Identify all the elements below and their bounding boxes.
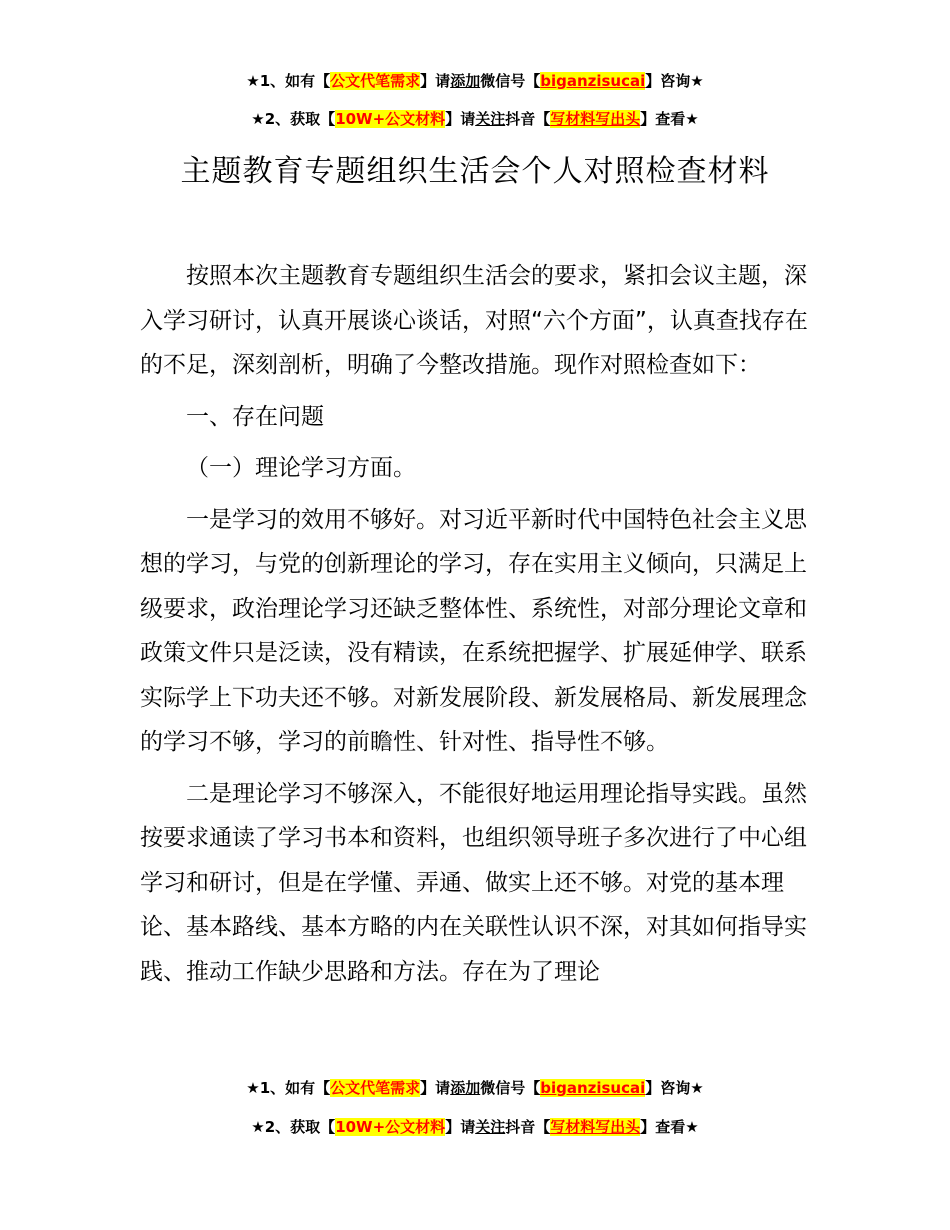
banner-suffix: 】查看★ (640, 1118, 699, 1136)
document-body (140, 254, 812, 994)
banner-text: 】请 (445, 1118, 476, 1136)
banner-suffix: 】查看★ (640, 110, 699, 128)
banner-suffix: 】咨询★ (645, 1079, 704, 1097)
banner-emphasis: 添加 (450, 1079, 481, 1097)
document-title: 主题教育专题组织生活会个人对照检查材料 (180, 154, 770, 189)
banner-prefix: ★2、获取【 (251, 1118, 336, 1136)
top-banner-line-1 (0, 70, 950, 91)
banner-text: 】请 (445, 110, 476, 128)
banner-prefix: ★2、获取【 (251, 110, 336, 128)
top-banner-line-2 (0, 108, 950, 129)
banner-text: 抖音【 (505, 110, 551, 128)
banner-text: 】请 (420, 1079, 451, 1097)
bottom-banner-line-1 (0, 1077, 950, 1098)
banner-douyin-id: 写材料写出头 (550, 1118, 641, 1136)
paragraph-point-1: 一是学习的效用不够好。对习近平新时代中国特色社会主义思想的学习，与党的创新理论的学习，存在实用主义倾向，只满足上级要求，政治理论学习还缺乏整体性、系统性，对部分理论文章和政策文件只是泛读，没有精读，在系统把握学、扩展延伸学、联系实际学上下功夫还不够。对新发展阶段、新发展格局、新发展理念的学习不够，学习的前瞻性、针对性、指导性不够。 (140, 506, 807, 755)
banner-suffix: 】咨询★ (645, 72, 704, 90)
banner-highlight: 10W+公文材料 (335, 110, 446, 128)
subsection-heading: （一）理论学习方面。 (186, 455, 416, 481)
paragraph-intro: 按照本次主题教育专题组织生活会的要求，紧扣会议主题，深入学习研讨，认真开展谈心谈话，对照“六个方面”，认真查找存在的不足，深刻剖析，明确了今整改措施。现作对照检查如下： (140, 263, 808, 378)
banner-douyin-id: 写材料写出头 (550, 110, 641, 128)
bottom-banner-line-2 (0, 1116, 950, 1137)
banner-prefix: ★1、如有【 (246, 1079, 331, 1097)
banner-emphasis: 关注 (475, 1118, 506, 1136)
banner-highlight: 10W+公文材料 (335, 1118, 446, 1136)
banner-wechat-id: biganzisucai (540, 72, 646, 90)
banner-text: 抖音【 (505, 1118, 551, 1136)
banner-text: 微信号【 (480, 72, 541, 90)
banner-wechat-id: biganzisucai (540, 1079, 646, 1097)
banner-text: 微信号【 (480, 1079, 541, 1097)
banner-emphasis: 添加 (450, 72, 481, 90)
banner-highlight: 公文代笔需求 (330, 72, 421, 90)
banner-text: 】请 (420, 72, 451, 90)
section-heading: 一、存在问题 (186, 403, 324, 430)
banner-prefix: ★1、如有【 (246, 72, 331, 90)
banner-emphasis: 关注 (475, 110, 506, 128)
paragraph-point-2: 二是理论学习不够深入，不能很好地运用理论指导实践。虽然按要求通读了学习书本和资料，也组织领导班子多次进行了中心组学习和研讨，但是在学懂、弄通、做实上还不够。对党的基本理论、基本路线、基本方略的内在关联性认识不深，对其如何指导实践、推动工作缺少思路和方法。存在为了理论 (140, 780, 807, 985)
banner-highlight: 公文代笔需求 (330, 1079, 421, 1097)
